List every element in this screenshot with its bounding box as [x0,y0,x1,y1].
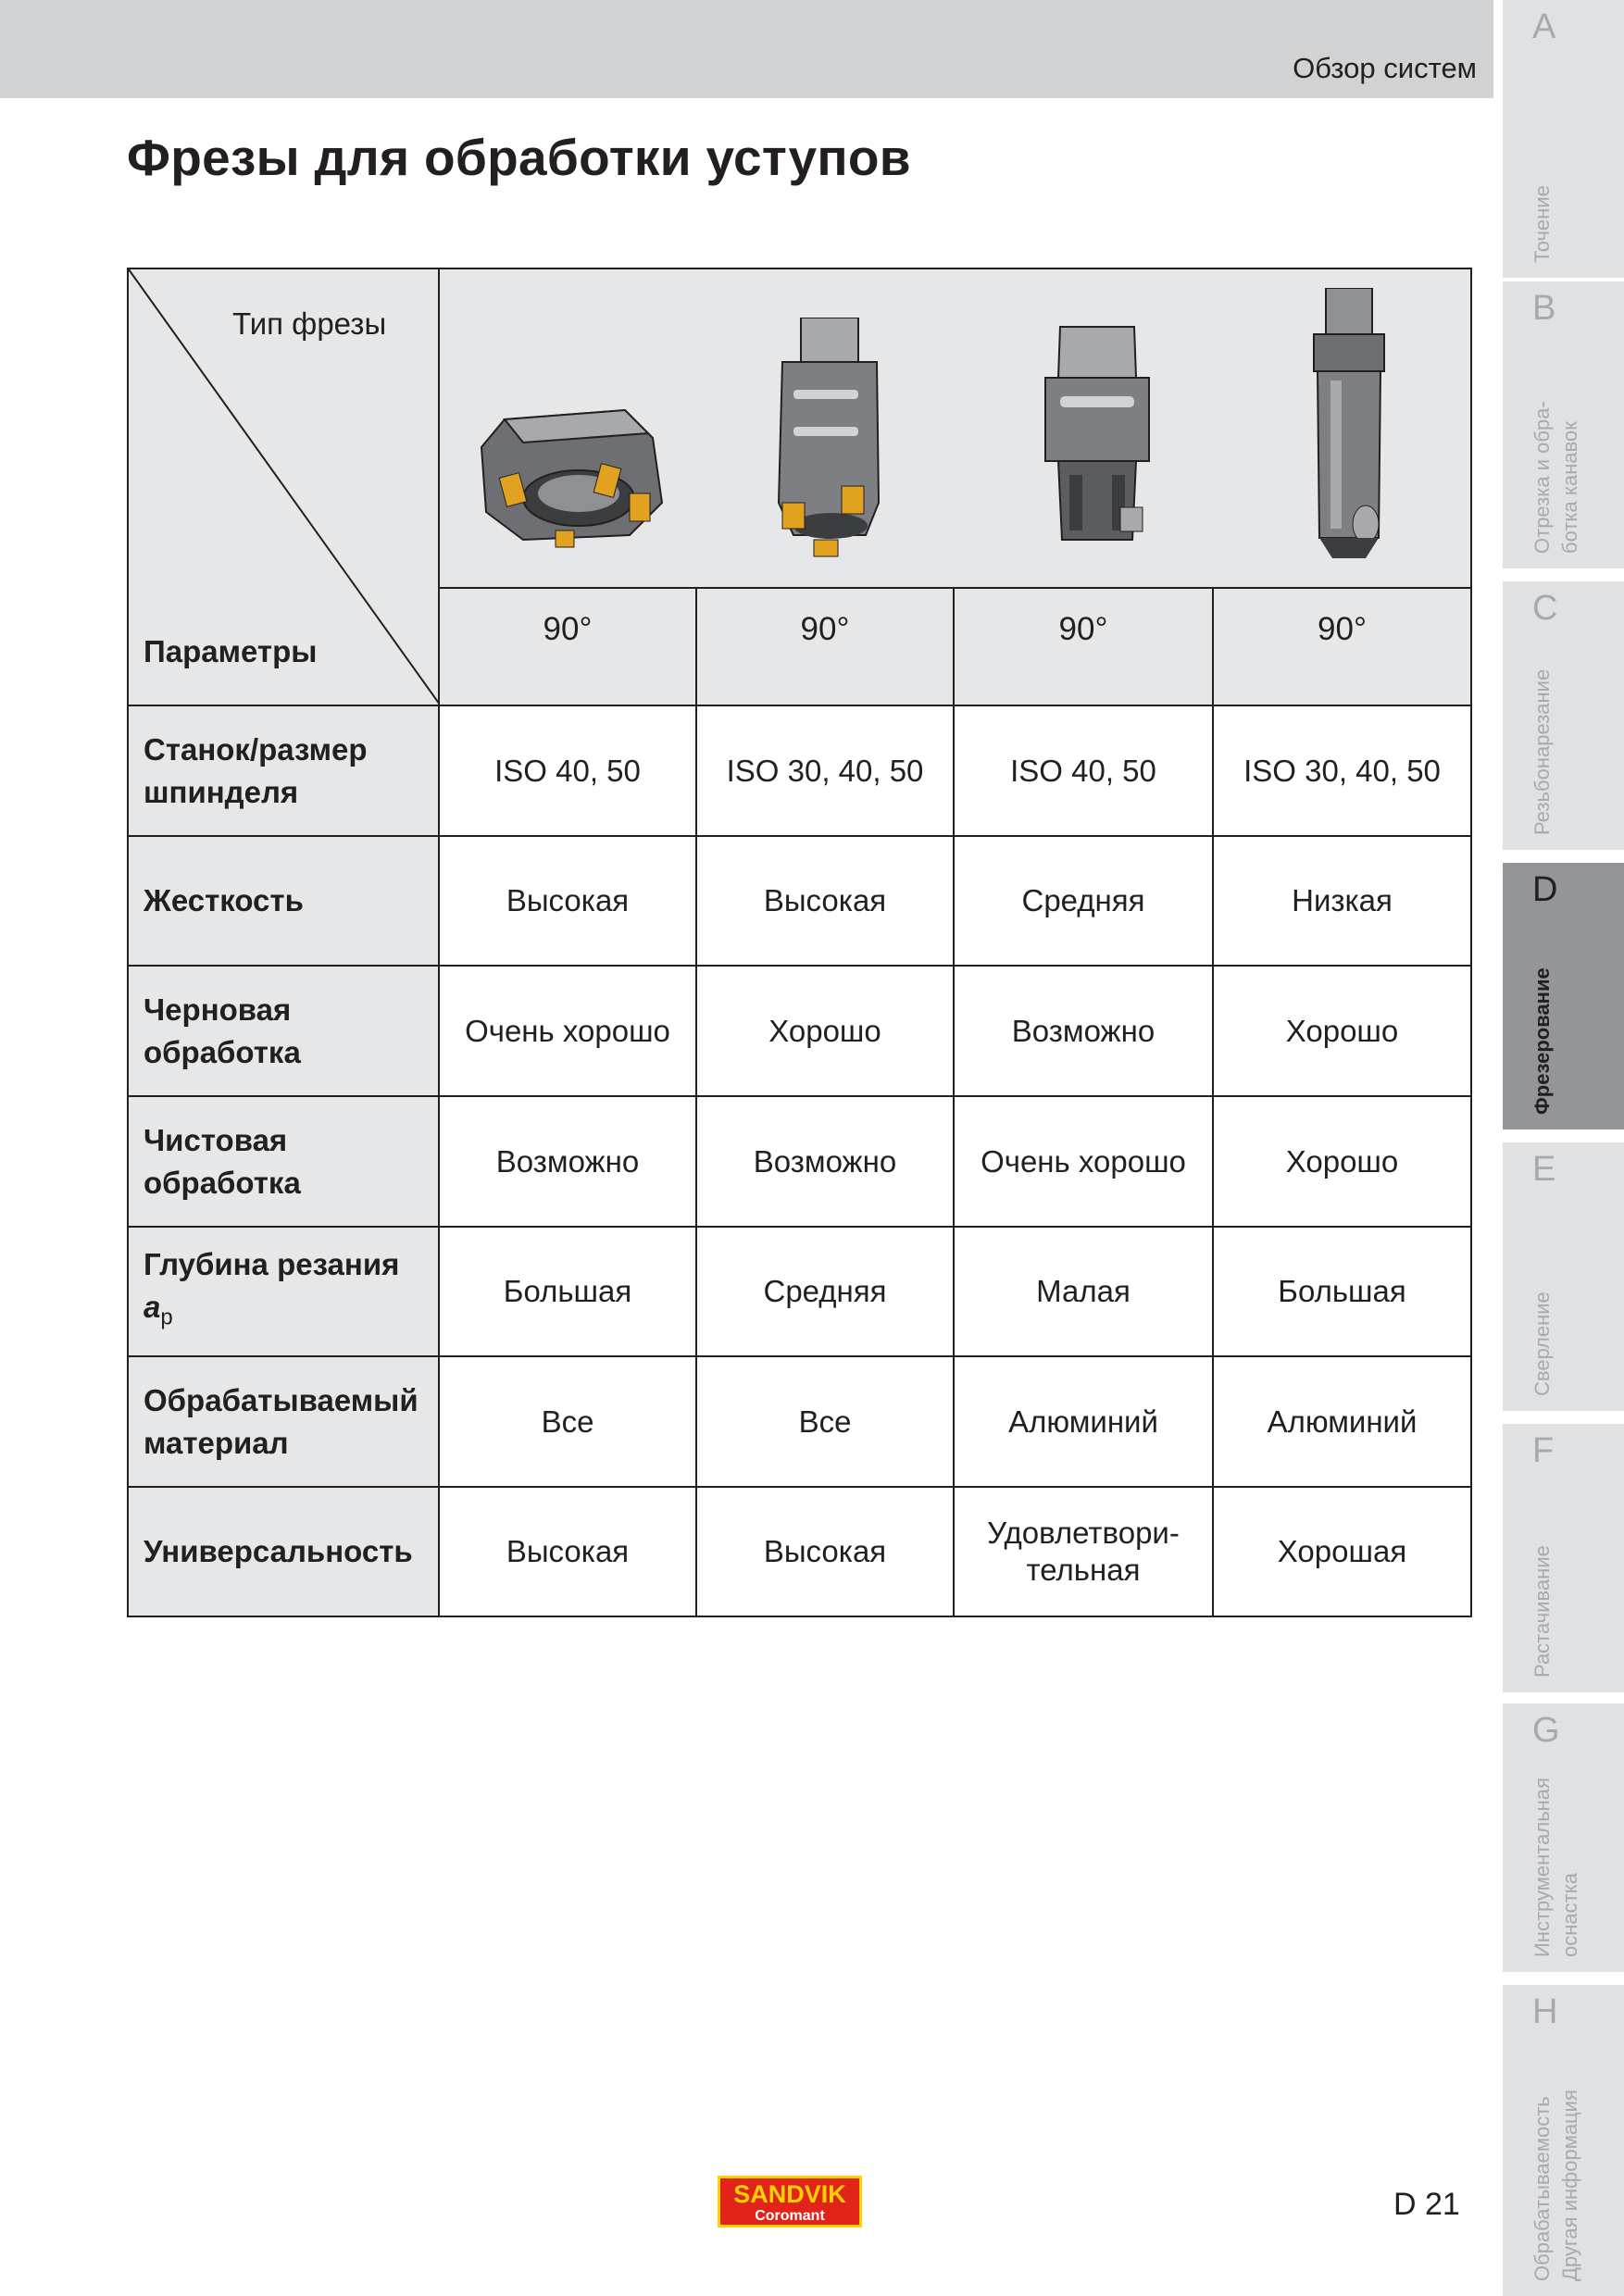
tab-letter: E [1532,1150,1556,1189]
tab-label: Инструментальная оснастка [1530,1778,1581,1957]
face-mill-cutter-icon [468,382,671,568]
tab-label: Резьбонарезание [1530,668,1554,835]
corner-header-cell [128,268,439,705]
tab-letter: A [1532,7,1556,46]
row-label: Жесткость [128,836,439,966]
corner-top-label: Тип фрезы [232,306,387,341]
cutter-angle-cell: 90° [954,588,1213,705]
table-row-roughing [128,966,1471,1096]
table-cell: Алюминий [954,1356,1213,1487]
end-mill-icon [1293,288,1405,566]
side-tab-c[interactable] [1503,581,1624,850]
corner-bottom-label: Параметры [144,634,318,668]
cutter-angle-cell: 90° [439,588,696,705]
table-cell: Возможно [439,1096,696,1227]
side-tab-b[interactable] [1503,281,1624,568]
side-tab-bar [1503,0,1624,2296]
tab-letter: F [1532,1431,1555,1470]
table-cell: ISO 40, 50 [954,705,1213,836]
table-cell: Возможно [954,966,1213,1096]
row-label: Станок/размер шпинделя [128,705,439,836]
side-tab-a[interactable] [1503,0,1624,278]
table-cell: Большая [439,1227,696,1356]
table-row-finishing [128,1096,1471,1227]
side-tab-f[interactable] [1503,1424,1624,1692]
header-band [0,0,1493,98]
cutter-angle-cell: 90° [696,588,954,705]
table-cell: Хорошо [1213,1096,1471,1227]
cutter-angle-cell: 90° [1213,588,1471,705]
table-cell: Хорошая [1213,1487,1471,1616]
ap-symbol: a [144,1290,161,1325]
tab-letter: H [1532,1992,1558,2031]
table-cell: Большая [1213,1227,1471,1356]
table-row-spindle [128,705,1471,836]
row-label-text: Глубина резания [144,1247,400,1282]
table-cell: Низкая [1213,836,1471,966]
table-cell: ISO 30, 40, 50 [1213,705,1471,836]
table-cell: Очень хорошо [439,966,696,1096]
table-cell: Средняя [954,836,1213,966]
table-cell: ISO 40, 50 [439,705,696,836]
tab-letter: G [1532,1711,1560,1750]
ap-subscript: p [160,1304,173,1330]
table-row-versatility [128,1487,1471,1616]
section-name: Обзор систем [1293,52,1477,84]
tab-label: Растачивание [1530,1545,1554,1678]
page-title: Фрезы для обработки уступов [127,129,911,186]
side-tab-h[interactable] [1503,1985,1624,2296]
side-tab-g[interactable] [1503,1703,1624,1972]
tab-letter: D [1532,870,1558,909]
shell-end-mill-icon [766,318,895,568]
tab-label: Фрезерование [1530,967,1554,1115]
table-row-rigidity [128,836,1471,966]
side-tab-e[interactable] [1503,1142,1624,1411]
logo-subtext: Coromant [755,2208,825,2224]
table-cell: Хорошо [1213,966,1471,1096]
table-cell: Все [696,1356,954,1487]
row-label: Универсальность [128,1487,439,1616]
sandvik-coromant-logo [718,2176,862,2227]
tab-letter: C [1532,589,1558,628]
tab-label: Сверление [1530,1292,1554,1396]
tab-label: Обрабатываемость Другая информация [1530,2090,1581,2281]
table-cell: ISO 30, 40, 50 [696,705,954,836]
table-cell: Алюминий [1213,1356,1471,1487]
table-cell: Хорошо [696,966,954,1096]
cutter-images-cell [439,268,1471,588]
side-tab-d[interactable] [1503,863,1624,1129]
table-cell: Средняя [696,1227,954,1356]
comparison-table [127,268,1472,1617]
tab-letter: B [1532,289,1556,328]
table-cell: Высокая [439,836,696,966]
table-row-depth-of-cut [128,1227,1471,1356]
tab-label: Точение [1530,185,1554,263]
page-number: D 21 [1393,2187,1460,2222]
long-edge-mill-icon [1032,322,1162,568]
table-cell: Высокая [696,1487,954,1616]
logo-text: SANDVIK [733,2180,846,2208]
table-cell: Малая [954,1227,1213,1356]
table-cell: Возможно [696,1096,954,1227]
row-label-depth [128,1227,439,1356]
table-cell: Все [439,1356,696,1487]
row-label: Чистовая обработка [128,1096,439,1227]
row-label: Черновая обработка [128,966,439,1096]
row-label: Обрабатываемый материал [128,1356,439,1487]
table-cell: Высокая [439,1487,696,1616]
table-cell: Удовлетвори- тельная [954,1487,1213,1616]
tab-label: Отрезка и обра- ботка канавок [1530,401,1581,554]
table-cell: Очень хорошо [954,1096,1213,1227]
table-row-material [128,1356,1471,1487]
table-cell: Высокая [696,836,954,966]
